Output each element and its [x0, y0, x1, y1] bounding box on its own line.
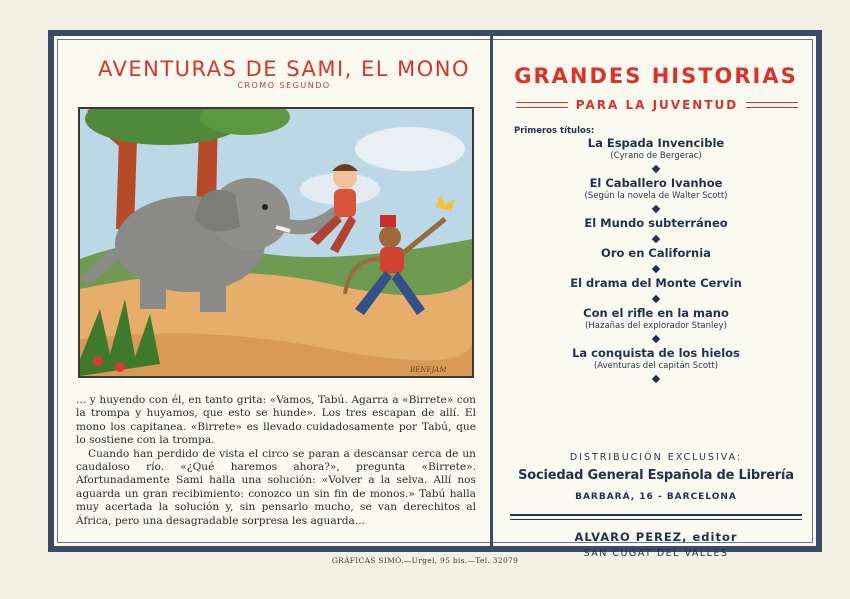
- distributor-name: Sociedad General Española de Librería: [518, 468, 794, 483]
- book-note: (Cyrano de Bergerac): [610, 151, 702, 161]
- editor-place: SAN CUGAT DEL VALLÉS: [583, 548, 729, 559]
- book-title: La Espada Invencible: [587, 136, 725, 150]
- titles-list: [506, 136, 806, 386]
- book-title: El Caballero Ivanhoe: [589, 176, 723, 190]
- diamond-icon: [652, 205, 660, 213]
- diamond-icon: [652, 375, 660, 383]
- distribution-label: DISTRIBUCIÓN EXCLUSIVA:: [569, 452, 743, 463]
- list-item: [506, 346, 806, 382]
- diamond-icon: [652, 265, 660, 273]
- list-item: [506, 276, 806, 302]
- book-note: (Hazañas del explorador Stanley): [585, 321, 727, 331]
- book-title: El drama del Monte Cervin: [570, 276, 742, 290]
- series-subtitle: PARA LA JUVENTUD: [575, 98, 739, 112]
- book-title: La conquista de los hielos: [572, 346, 740, 360]
- list-item: [506, 246, 806, 272]
- editor-name: ALVARO PEREZ, editor: [574, 530, 738, 544]
- decorative-rule: [746, 102, 798, 108]
- left-subtitle: CROMO SEGUNDO: [237, 81, 331, 90]
- illustration: [78, 107, 474, 378]
- series-title: GRANDES HISTORIAS: [514, 64, 798, 88]
- printer-footer: GRÁFICAS SIMÓ.—Urgel, 95 bis.—Tel. 32079: [331, 556, 519, 565]
- story-paragraph: Cuando han perdido de vista el circo se paran a descansar cerca de un caudaloso río. «¿Qué haremos ahora?», pregunta «Birrete». Afortunadamente Sami halla una solución: «Volver a la selva. Allí nos aguarda un gran recibimiento: conozco un sin fin de monos.» Tabú halla muy acertada la solución y, sin pensarlo mucho, se van derechitos al África, pero una desagradable sorpresa les aguarda...: [76, 447, 476, 527]
- list-item: [506, 176, 806, 212]
- book-title: El Mundo subterráneo: [584, 216, 728, 230]
- decorative-rule: [516, 102, 568, 108]
- series-subtitle-row: [516, 98, 798, 112]
- list-item: [506, 306, 806, 342]
- panel-divider: [490, 36, 493, 546]
- diamond-icon: [652, 335, 660, 343]
- book-note: (Aventuras del capitán Scott): [593, 361, 719, 371]
- diamond-icon: [652, 295, 660, 303]
- list-item: [506, 216, 806, 242]
- double-rule: [510, 514, 802, 520]
- card-frame: [48, 30, 822, 559]
- distributor-address: BARBARÁ, 16 - BARCELONA: [575, 492, 737, 502]
- left-title: AVENTURAS DE SAMI, EL MONO: [97, 57, 471, 81]
- story-paragraph: ... y huyendo con él, en tanto grita: «Vamos, Tabú. Agarra a «Birrete» con la trompa y huyamos, que esto se hunde». Los tres escapan de allí. El mono los capitanea. «Birrete» es llevado cuidadosamente por Tabú, que lo sostiene con la trompa.: [76, 394, 476, 447]
- book-title: Con el rifle en la mano: [583, 306, 729, 320]
- story-text: [76, 394, 476, 528]
- book-title: Oro en California: [601, 246, 711, 260]
- illustration-signature: BENEJAM: [410, 366, 447, 374]
- diamond-icon: [652, 235, 660, 243]
- titles-label: Primeros títulos:: [514, 126, 595, 136]
- list-item: [506, 136, 806, 172]
- diamond-icon: [652, 165, 660, 173]
- book-note: (Según la novela de Walter Scott): [584, 191, 728, 201]
